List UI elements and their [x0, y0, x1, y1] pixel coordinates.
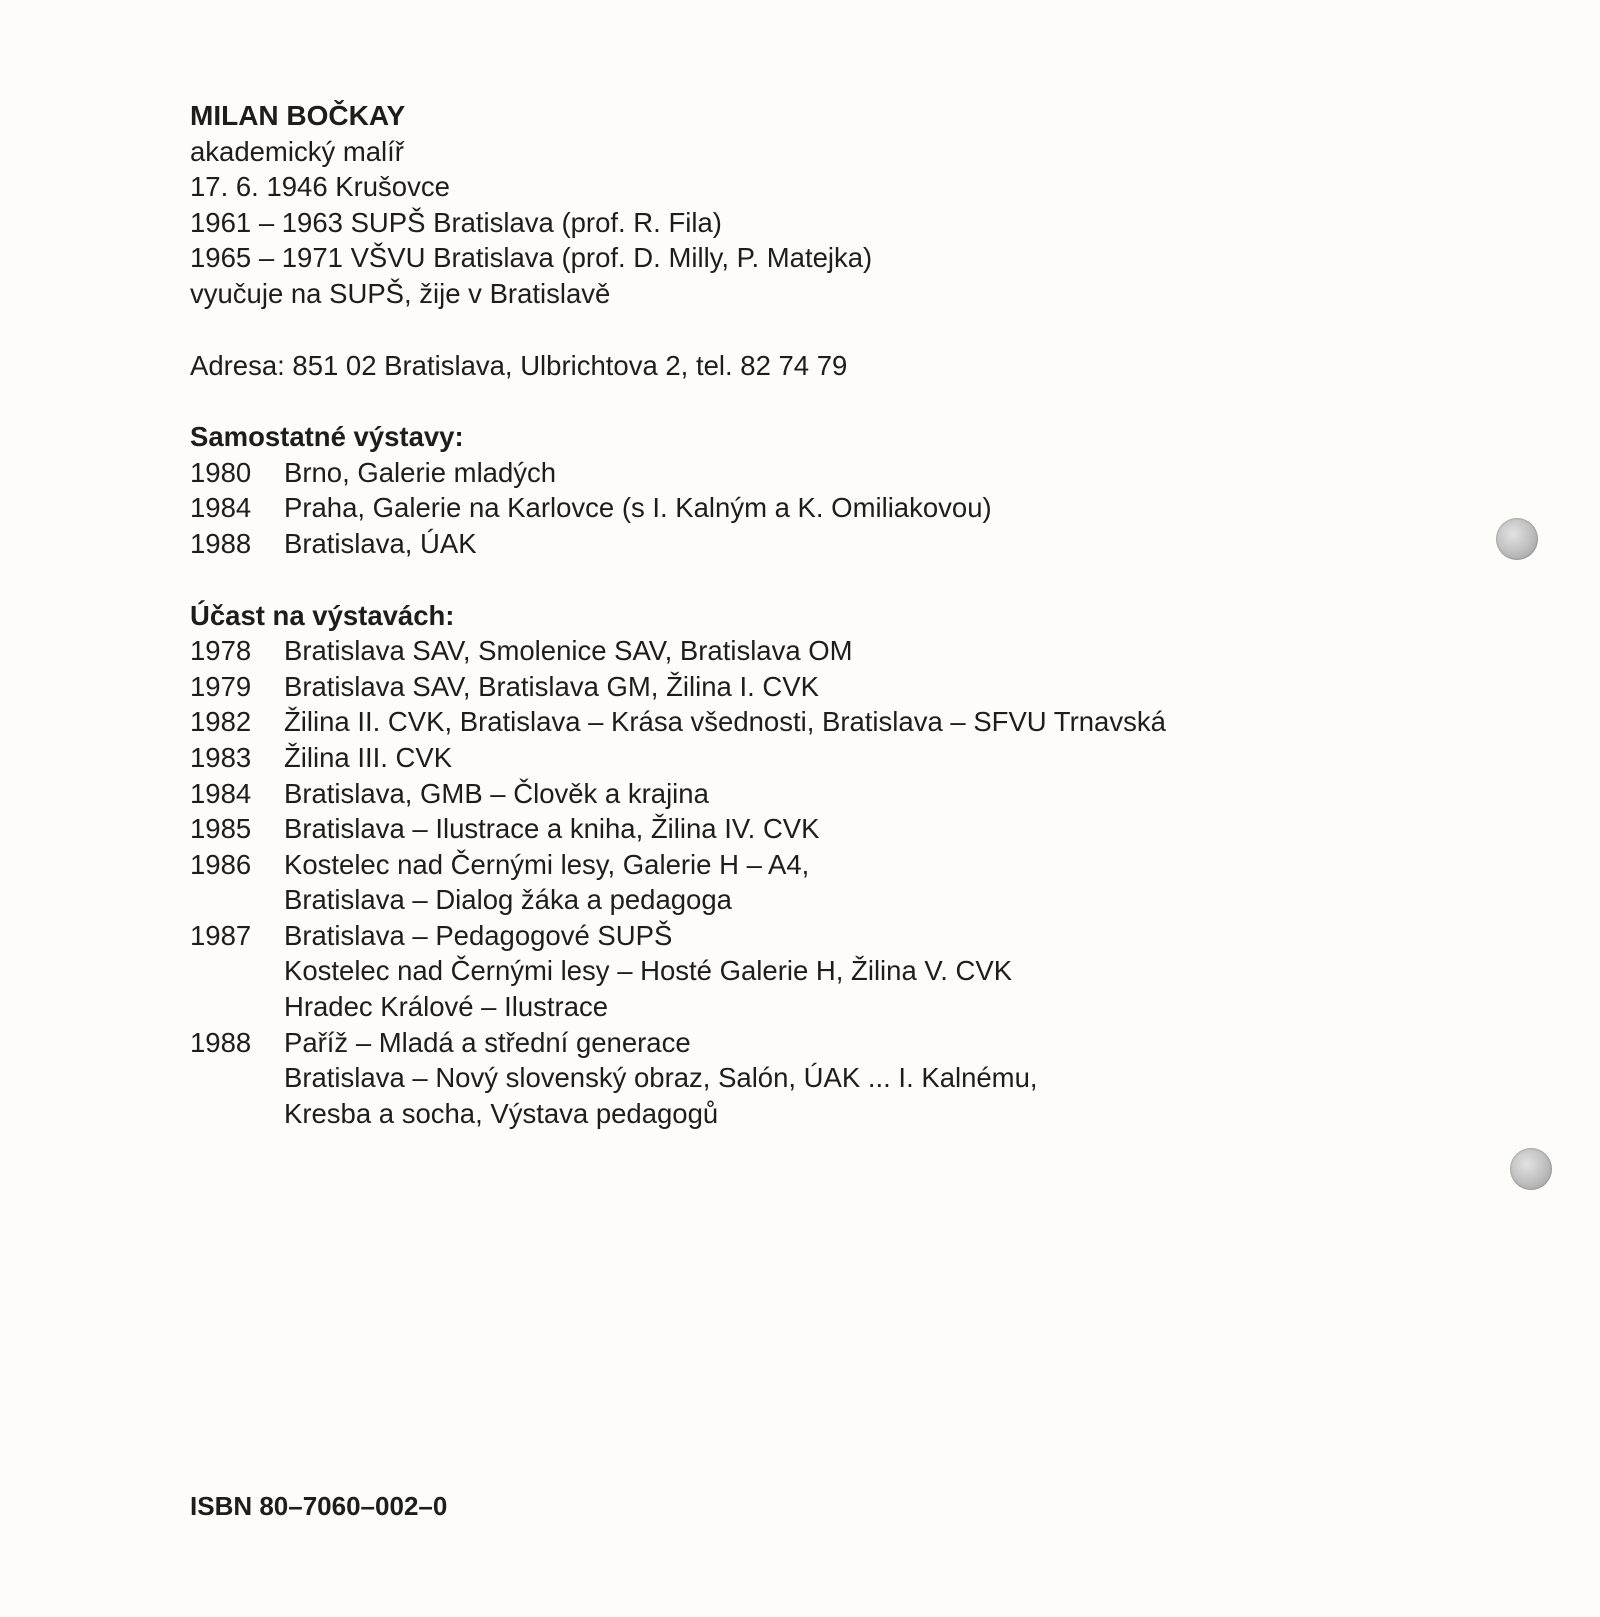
- exhibition-entry: [190, 847, 1440, 918]
- artist-title: akademický malíř: [190, 135, 404, 167]
- exhibition-year: 1983: [190, 741, 252, 773]
- exhibition-entry: [190, 455, 1440, 491]
- exhibition-text: Bratislava, ÚAK: [284, 527, 477, 559]
- artist-biography: [190, 98, 1440, 1131]
- exhibition-entry: [190, 811, 1440, 847]
- solo-exhibitions-heading: Samostatné výstavy:: [190, 421, 464, 453]
- current-occupation: vyučuje na SUPŠ, žije v Bratislavě: [190, 277, 611, 309]
- exhibition-text: Bratislava – Ilustrace a kniha, Žilina IV. CVK: [284, 813, 820, 845]
- exhibition-year: 1982: [190, 706, 252, 738]
- exhibition-entry: [190, 740, 1440, 776]
- exhibition-year: 1980: [190, 456, 252, 488]
- exhibition-entry: [190, 918, 1440, 1025]
- exhibition-text: Brno, Galerie mladých: [284, 456, 557, 488]
- exhibition-entry: [190, 633, 1440, 669]
- exhibition-year: 1979: [190, 670, 252, 702]
- exhibition-year: 1986: [190, 848, 252, 880]
- exhibition-text: Hradec Králové – Ilustrace: [284, 991, 609, 1023]
- exhibition-year: 1984: [190, 777, 252, 809]
- exhibition-year: 1978: [190, 635, 252, 667]
- education-supš: 1961 – 1963 SUPŠ Bratislava (prof. R. Fila): [190, 206, 722, 238]
- exhibition-text: Bratislava SAV, Smolenice SAV, Bratislava OM: [284, 635, 853, 667]
- address: Adresa: 851 02 Bratislava, Ulbrichtova 2, tel. 82 74 79: [190, 349, 848, 381]
- education-všvu: 1965 – 1971 VŠVU Bratislava (prof. D. Milly, P. Matejka): [190, 242, 873, 274]
- exhibition-text: Žilina III. CVK: [284, 741, 453, 773]
- group-exhibitions-list: [190, 633, 1440, 1131]
- artist-name: MILAN BOČKAY: [190, 100, 406, 131]
- exhibition-text: Bratislava – Pedagogové SUPŠ: [284, 919, 673, 951]
- birth-info: 17. 6. 1946 Krušovce: [190, 171, 450, 203]
- exhibition-text: Bratislava, GMB – Člověk a krajina: [284, 777, 709, 809]
- binder-hole: [1510, 1148, 1552, 1190]
- exhibition-year: 1988: [190, 527, 252, 559]
- exhibition-text: Kostelec nad Černými lesy – Hosté Galerie H, Žilina V. CVK: [284, 955, 1013, 987]
- exhibition-entry: [190, 490, 1440, 526]
- exhibition-entry: [190, 526, 1440, 562]
- exhibition-entry: [190, 704, 1440, 740]
- exhibition-entry: [190, 776, 1440, 812]
- exhibition-text: Bratislava – Dialog žáka a pedagoga: [284, 884, 732, 916]
- exhibition-text: Praha, Galerie na Karlovce (s I. Kalným a K. Omiliakovou): [284, 492, 992, 524]
- exhibition-year: 1985: [190, 813, 252, 845]
- exhibition-text: Kresba a socha, Výstava pedagogů: [284, 1097, 719, 1129]
- exhibition-year: 1987: [190, 919, 252, 951]
- solo-exhibitions-list: [190, 455, 1440, 562]
- binder-hole: [1496, 518, 1538, 560]
- exhibition-year: 1988: [190, 1026, 252, 1058]
- exhibition-text: Bratislava – Nový slovenský obraz, Salón, ÚAK ... I. Kalnému,: [284, 1062, 1038, 1094]
- exhibition-text: Žilina II. CVK, Bratislava – Krása všednosti, Bratislava – SFVU Trnavská: [284, 706, 1166, 738]
- exhibition-entry: [190, 1025, 1440, 1132]
- exhibition-text: Kostelec nad Černými lesy, Galerie H – A4,: [284, 848, 810, 880]
- group-exhibitions-heading: Účast na výstavách:: [190, 599, 455, 631]
- exhibition-text: Paříž – Mladá a střední generace: [284, 1026, 691, 1058]
- exhibition-text: Bratislava SAV, Bratislava GM, Žilina I. CVK: [284, 670, 819, 702]
- isbn-number: ISBN 80–7060–002–0: [190, 1491, 448, 1521]
- exhibition-entry: [190, 669, 1440, 705]
- exhibition-year: 1984: [190, 492, 252, 524]
